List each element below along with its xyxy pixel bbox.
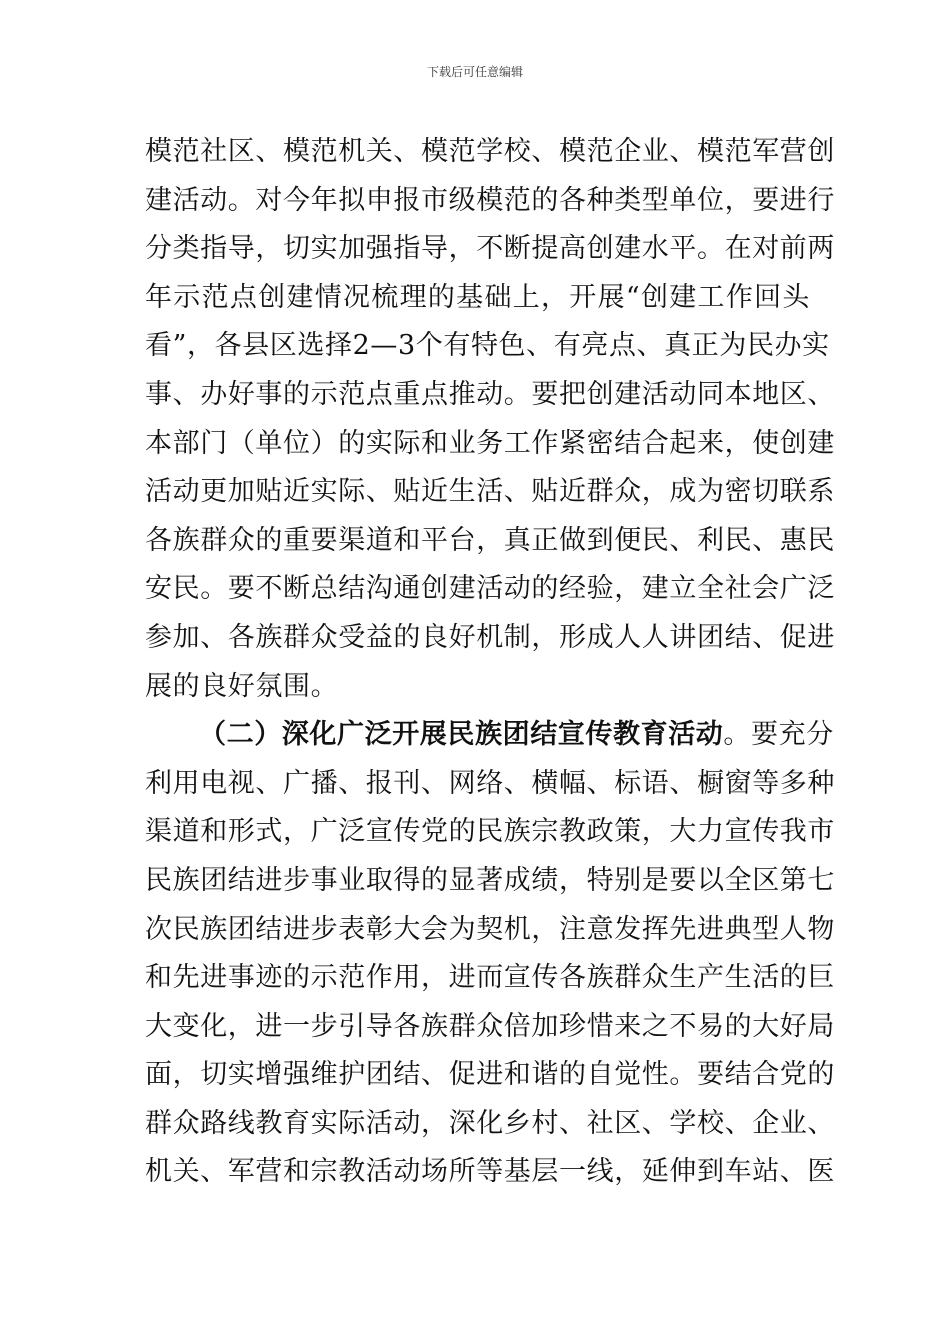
text-line: 面，切实增强维护团结、促进和谐的自觉性。要结合党的 <box>145 1059 835 1091</box>
text-line: 看”，各县区选择2—3个有特色、有亮点、真正为民办实 <box>145 330 830 362</box>
text-line: 本部门（单位）的实际和业务工作紧密结合起来，使创建 <box>145 427 835 459</box>
text-line: 各族群众的重要渠道和平台，真正做到便民、利民、惠民 <box>145 524 835 556</box>
text-line: 群众路线教育实际活动，深化乡村、社区、学校、企业、 <box>145 1107 835 1139</box>
paragraph-1 <box>145 128 835 711</box>
text-line: 建活动。对今年拟申报市级模范的各种类型单位，要进行 <box>145 184 835 216</box>
text-line: 活动更加贴近实际、贴近生活、贴近群众，成为密切联系 <box>145 476 835 508</box>
text-line: 大变化，进一步引导各族群众倍加珍惜来之不易的大好局 <box>145 1010 835 1042</box>
page-header: 下载后可任意编辑 <box>426 65 523 79</box>
document-body <box>145 128 835 1197</box>
heading-tail: 。要充分 <box>723 719 834 751</box>
text-line: 次民族团结进步表彰大会为契机，注意发挥先进典型人物 <box>145 913 835 945</box>
text-line: 模范社区、模范机关、模范学校、模范企业、模范军营创 <box>145 136 835 167</box>
section-heading: （二）深化广泛开展民族团结宣传教育活动 <box>199 719 724 751</box>
text-line: 安民。要不断总结沟通创建活动的经验，建立全社会广泛 <box>145 573 835 605</box>
text-line: 渠道和形式，广泛宣传党的民族宗教政策，大力宣传我市 <box>145 816 835 848</box>
text-line: 年示范点创建情况梳理的基础上，开展“创建工作回头 <box>145 281 810 313</box>
paragraph-2 <box>145 711 835 1197</box>
text-line: 展的良好氛围。 <box>145 670 339 702</box>
text-line: 事、办好事的示范点重点推动。要把创建活动同本地区、 <box>145 378 835 410</box>
text-line: 机关、军营和宗教活动场所等基层一线，延伸到车站、医 <box>145 1156 835 1188</box>
text-line: 和先进事迹的示范作用，进而宣传各族群众生产生活的巨 <box>145 962 835 994</box>
text-line: 民族团结进步事业取得的显著成绩，特别是要以全区第七 <box>145 864 835 896</box>
section-heading-line <box>145 711 834 760</box>
text-line: 利用电视、广播、报刊、网络、横幅、标语、橱窗等多种 <box>145 767 835 799</box>
text-line: 分类指导，切实加强指导，不断提高创建水平。在对前两 <box>145 233 835 265</box>
text-line: 参加、各族群众受益的良好机制，形成人人讲团结、促进 <box>145 621 835 653</box>
